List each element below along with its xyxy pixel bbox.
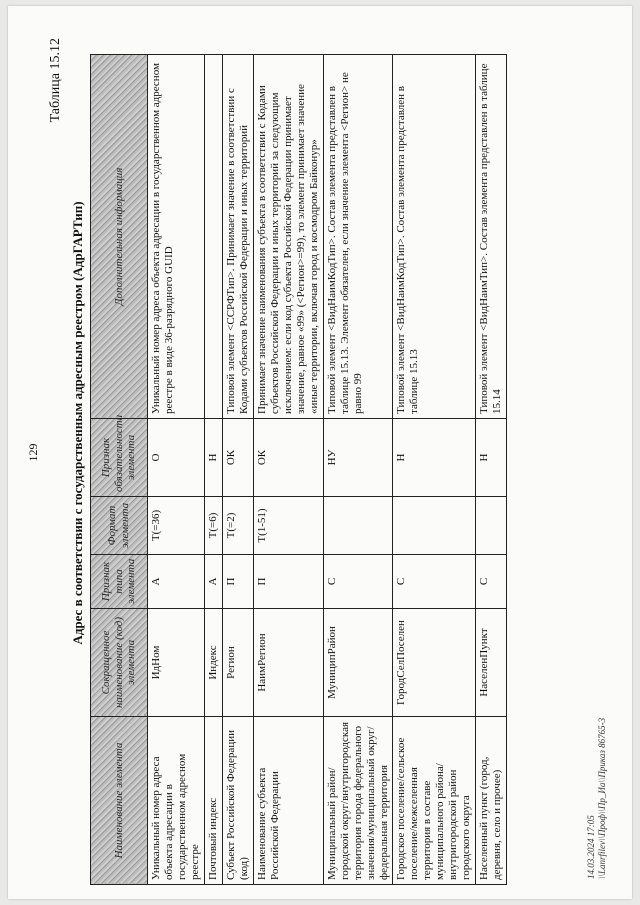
element-code-cell: ГородСелПоселен <box>393 609 476 717</box>
element-info-cell: Типовой элемент <ВидНаимКодТип>. Состав элемента представлен в таблице 15.13 <box>393 55 476 419</box>
page-number: 129 <box>26 443 40 462</box>
element-required-cell: Н <box>204 419 222 497</box>
element-name-cell: Населенный пункт (город, деревня, село и прочее) <box>476 717 507 885</box>
element-required-cell: ОК <box>253 419 323 497</box>
element-info-cell: Принимает значение наименования субъекта в соответствии с Кодами субъектов Российской Федерации и иных территорий за следующим исключением: если код субъекта Российской Федерации принимает значение, равное «99» (<Регион>=99), то элемент принимает значение «иные территории, включая город и космодром Байконур» <box>253 55 323 419</box>
table-row <box>253 55 323 885</box>
element-required-cell: Н <box>393 419 476 497</box>
table-row <box>476 55 507 885</box>
footer-timestamp: 14.03.2024 17:05 <box>586 815 596 879</box>
element-required-cell: Н <box>476 419 507 497</box>
table-row <box>222 55 253 885</box>
column-header: Признак обязательности элемента <box>91 419 148 497</box>
element-format-cell <box>323 497 393 555</box>
element-code-cell: Регион <box>222 609 253 717</box>
element-format-cell: T(=36) <box>148 497 205 555</box>
column-header: Признак типа элемента <box>91 555 148 609</box>
column-header: Формат элемента <box>91 497 148 555</box>
element-info-cell: Типовой элемент <ССРФТип>. Принимает значение в соответствии с Кодами субъектов Российской Федерации и иных территорий <box>222 55 253 419</box>
element-type-cell: С <box>476 555 507 609</box>
element-type-cell: А <box>148 555 205 609</box>
element-required-cell: О <box>148 419 205 497</box>
element-format-cell: T(1-51) <box>253 497 323 555</box>
element-name-cell: Почтовый индекс <box>204 717 222 885</box>
column-header: Дополнительная информация <box>91 55 148 419</box>
element-name-cell: Муниципальный район/городской округ/внутригородская территория города федерального значения/муниципальный округ/федеральная территория <box>323 717 393 885</box>
element-format-cell <box>393 497 476 555</box>
table-row <box>148 55 205 885</box>
element-name-cell: Наименование субъекта Российской Федерации <box>253 717 323 885</box>
element-type-cell: С <box>323 555 393 609</box>
element-info-cell: Типовой элемент <ВидНаимКодТип>. Состав элемента представлен в таблице 15.13. Элемент обязателен, если значение элемента <Регион> не равно 99 <box>323 55 393 419</box>
element-code-cell: Индекс <box>204 609 222 717</box>
element-name-cell: Субъект Российской Федерации (код) <box>222 717 253 885</box>
footer-file-path: \\Lanrfilev\\Проф\\Пр_Иа\\Приказ 86765-3 <box>596 717 607 879</box>
table-row <box>204 55 222 885</box>
footer-stamp <box>586 718 608 879</box>
element-format-cell: T(=6) <box>204 497 222 555</box>
element-code-cell: МуниципРайон <box>323 609 393 717</box>
element-format-cell <box>476 497 507 555</box>
element-info-cell: Уникальный номер адреса объекта адресации в государственном адресном реестре в виде 36-разрядного GUID <box>148 55 205 419</box>
element-code-cell: НаимРегион <box>253 609 323 717</box>
table-row <box>323 55 393 885</box>
element-name-cell: Городское поселение/сельское поселение/межселенная территория в составе муниципального района/внутригородской район городского округа <box>393 717 476 885</box>
element-type-cell: А <box>204 555 222 609</box>
element-info-cell <box>204 55 222 419</box>
element-type-cell: П <box>253 555 323 609</box>
document-page <box>8 6 632 899</box>
rotated-page-content <box>8 6 632 899</box>
table-label: Таблица 15.12 <box>48 38 63 123</box>
table-caption: Адрес в соответствии с государственным адресным реестром (АдрГАРТип) <box>70 201 85 645</box>
column-header: Наименование элемента <box>91 717 148 885</box>
element-format-cell: T(=2) <box>222 497 253 555</box>
table-header-row <box>91 55 148 885</box>
element-code-cell: НаселенПункт <box>476 609 507 717</box>
element-type-cell: П <box>222 555 253 609</box>
table-row <box>393 55 476 885</box>
address-table <box>90 54 507 885</box>
element-type-cell: С <box>393 555 476 609</box>
element-code-cell: ИдНом <box>148 609 205 717</box>
element-info-cell: Типовой элемент <ВидНаимТип>. Состав элемента представлен в таблице 15.14 <box>476 55 507 419</box>
element-name-cell: Уникальный номер адреса объекта адресации в государственном адресном реестре <box>148 717 205 885</box>
element-required-cell: НУ <box>323 419 393 497</box>
column-header: Сокращенное наименование (код) элемента <box>91 609 148 717</box>
element-required-cell: ОК <box>222 419 253 497</box>
